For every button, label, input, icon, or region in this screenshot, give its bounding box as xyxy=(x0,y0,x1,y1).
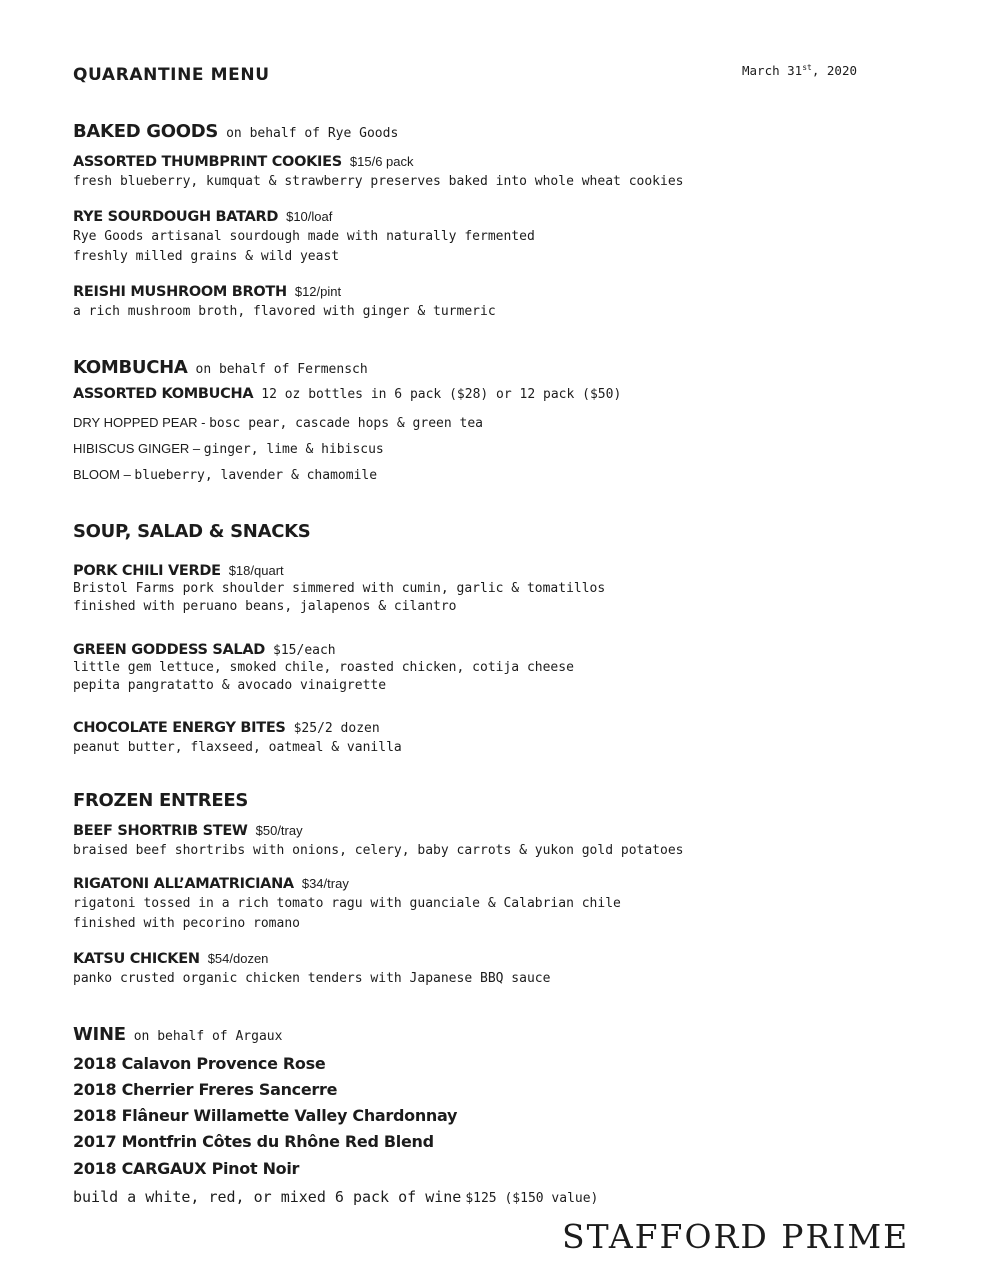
wine-item: 2018 Calavon Provence Rose xyxy=(73,1054,326,1073)
item-description: braised beef shortribs with onions, celery, baby carrots & yukon gold potatoes xyxy=(73,843,684,858)
item-name: KATSU CHICKEN xyxy=(73,951,200,967)
item-description: Rye Goods artisanal sourdough made with naturally fermented freshly milled grains & wild yeast xyxy=(73,229,535,264)
item-description: fresh blueberry, kumquat & strawberry preserves baked into whole wheat cookies xyxy=(73,174,684,189)
item-description: peanut butter, flaxseed, oatmeal & vanilla xyxy=(73,740,402,755)
section-behalf: on behalf of Argaux xyxy=(133,1029,283,1044)
section-title: KOMBUCHA xyxy=(73,357,188,378)
flavor-name: HIBISCUS GINGER – xyxy=(73,441,204,456)
flavor-name: DRY HOPPED PEAR - xyxy=(73,415,210,430)
section-behalf: on behalf of Fermensch xyxy=(195,362,368,377)
section-behalf: on behalf of Rye Goods xyxy=(226,126,399,141)
section-frozen-title: FROZEN ENTREES xyxy=(73,790,248,811)
date-month-day: March 31 xyxy=(742,63,803,79)
wine-note-text: build a white, red, or mixed 6 pack of wine xyxy=(73,1188,462,1206)
menu-title: QUARANTINE MENU xyxy=(73,65,270,85)
item-name: GREEN GODDESS SALAD xyxy=(73,642,266,658)
menu-item xyxy=(73,875,349,893)
section-kombucha-header xyxy=(73,357,368,378)
item-price: $18/quart xyxy=(228,563,284,578)
item-price: $10/loaf xyxy=(286,209,333,224)
wine-item: 2018 Flâneur Willamette Valley Chardonnay xyxy=(73,1106,458,1125)
flavor-desc: bosc pear, cascade hops & green tea xyxy=(209,416,483,431)
wine-item: 2017 Montfrin Côtes du Rhône Red Blend xyxy=(73,1132,434,1151)
item-description: rigatoni tossed in a rich tomato ragu with guanciale & Calabrian chile finished with pecorino romano xyxy=(73,896,621,931)
wine-item: 2018 Cherrier Freres Sancerre xyxy=(73,1080,338,1099)
item-price: $12/pint xyxy=(294,284,342,299)
menu-item xyxy=(73,719,380,737)
flavor-name: BLOOM – xyxy=(73,467,135,482)
menu-item xyxy=(73,153,414,171)
flavor-desc: ginger, lime & hibiscus xyxy=(203,442,384,457)
wine-note-price: $125 ($150 value) xyxy=(465,1191,599,1206)
item-name: ASSORTED THUMBPRINT COOKIES xyxy=(73,154,342,170)
flavor-item xyxy=(73,441,384,457)
menu-date xyxy=(742,63,857,78)
menu-item xyxy=(73,822,303,840)
item-name: PORK CHILI VERDE xyxy=(73,563,221,579)
item-description: a rich mushroom broth, flavored with ginger & turmeric xyxy=(73,304,496,319)
item-price: $25/2 dozen xyxy=(293,721,380,736)
flavor-item xyxy=(73,415,483,431)
item-name: BEEF SHORTRIB STEW xyxy=(73,823,248,839)
item-name: RYE SOURDOUGH BATARD xyxy=(73,209,279,225)
item-name: ASSORTED KOMBUCHA xyxy=(73,386,254,402)
menu-item xyxy=(73,283,341,301)
item-name: RIGATONI ALL’AMATRICIANA xyxy=(73,876,294,892)
wine-pack-note xyxy=(73,1188,598,1207)
item-name: REISHI MUSHROOM BROTH xyxy=(73,284,287,300)
item-price: $54/dozen xyxy=(207,951,269,966)
section-soup-title: SOUP, SALAD & SNACKS xyxy=(73,521,311,542)
section-title: BAKED GOODS xyxy=(73,121,219,142)
menu-item xyxy=(73,950,268,968)
item-price: $15/each xyxy=(273,643,336,658)
section-title: WINE xyxy=(73,1024,126,1045)
wine-item: 2018 CARGAUX Pinot Noir xyxy=(73,1159,300,1178)
item-price: $34/tray xyxy=(301,876,349,891)
menu-item xyxy=(73,562,284,580)
date-year: , 2020 xyxy=(811,63,858,79)
flavor-desc: blueberry, lavender & chamomile xyxy=(134,468,378,483)
item-price: 12 oz bottles in 6 pack ($28) or 12 pack ($50) xyxy=(261,387,622,402)
brand-logo: STAFFORD PRIME xyxy=(562,1217,910,1256)
item-description: Bristol Farms pork shoulder simmered with cumin, garlic & tomatillos finished with peruano beans, jalapenos & cilantro xyxy=(73,581,606,614)
item-name: CHOCOLATE ENERGY BITES xyxy=(73,720,286,736)
menu-item xyxy=(73,208,332,226)
section-baked-goods-header xyxy=(73,121,398,142)
flavor-item xyxy=(73,467,377,483)
section-wine-header xyxy=(73,1024,282,1045)
item-price: $15/6 pack xyxy=(349,154,414,169)
menu-item xyxy=(73,641,336,659)
item-description: panko crusted organic chicken tenders with Japanese BBQ sauce xyxy=(73,971,551,986)
date-suffix: st xyxy=(802,63,812,72)
menu-item xyxy=(73,385,621,403)
item-price: $50/tray xyxy=(255,823,303,838)
item-description: little gem lettuce, smoked chile, roasted chicken, cotija cheese pepita pangratatto & avocado vinaigrette xyxy=(73,660,574,693)
